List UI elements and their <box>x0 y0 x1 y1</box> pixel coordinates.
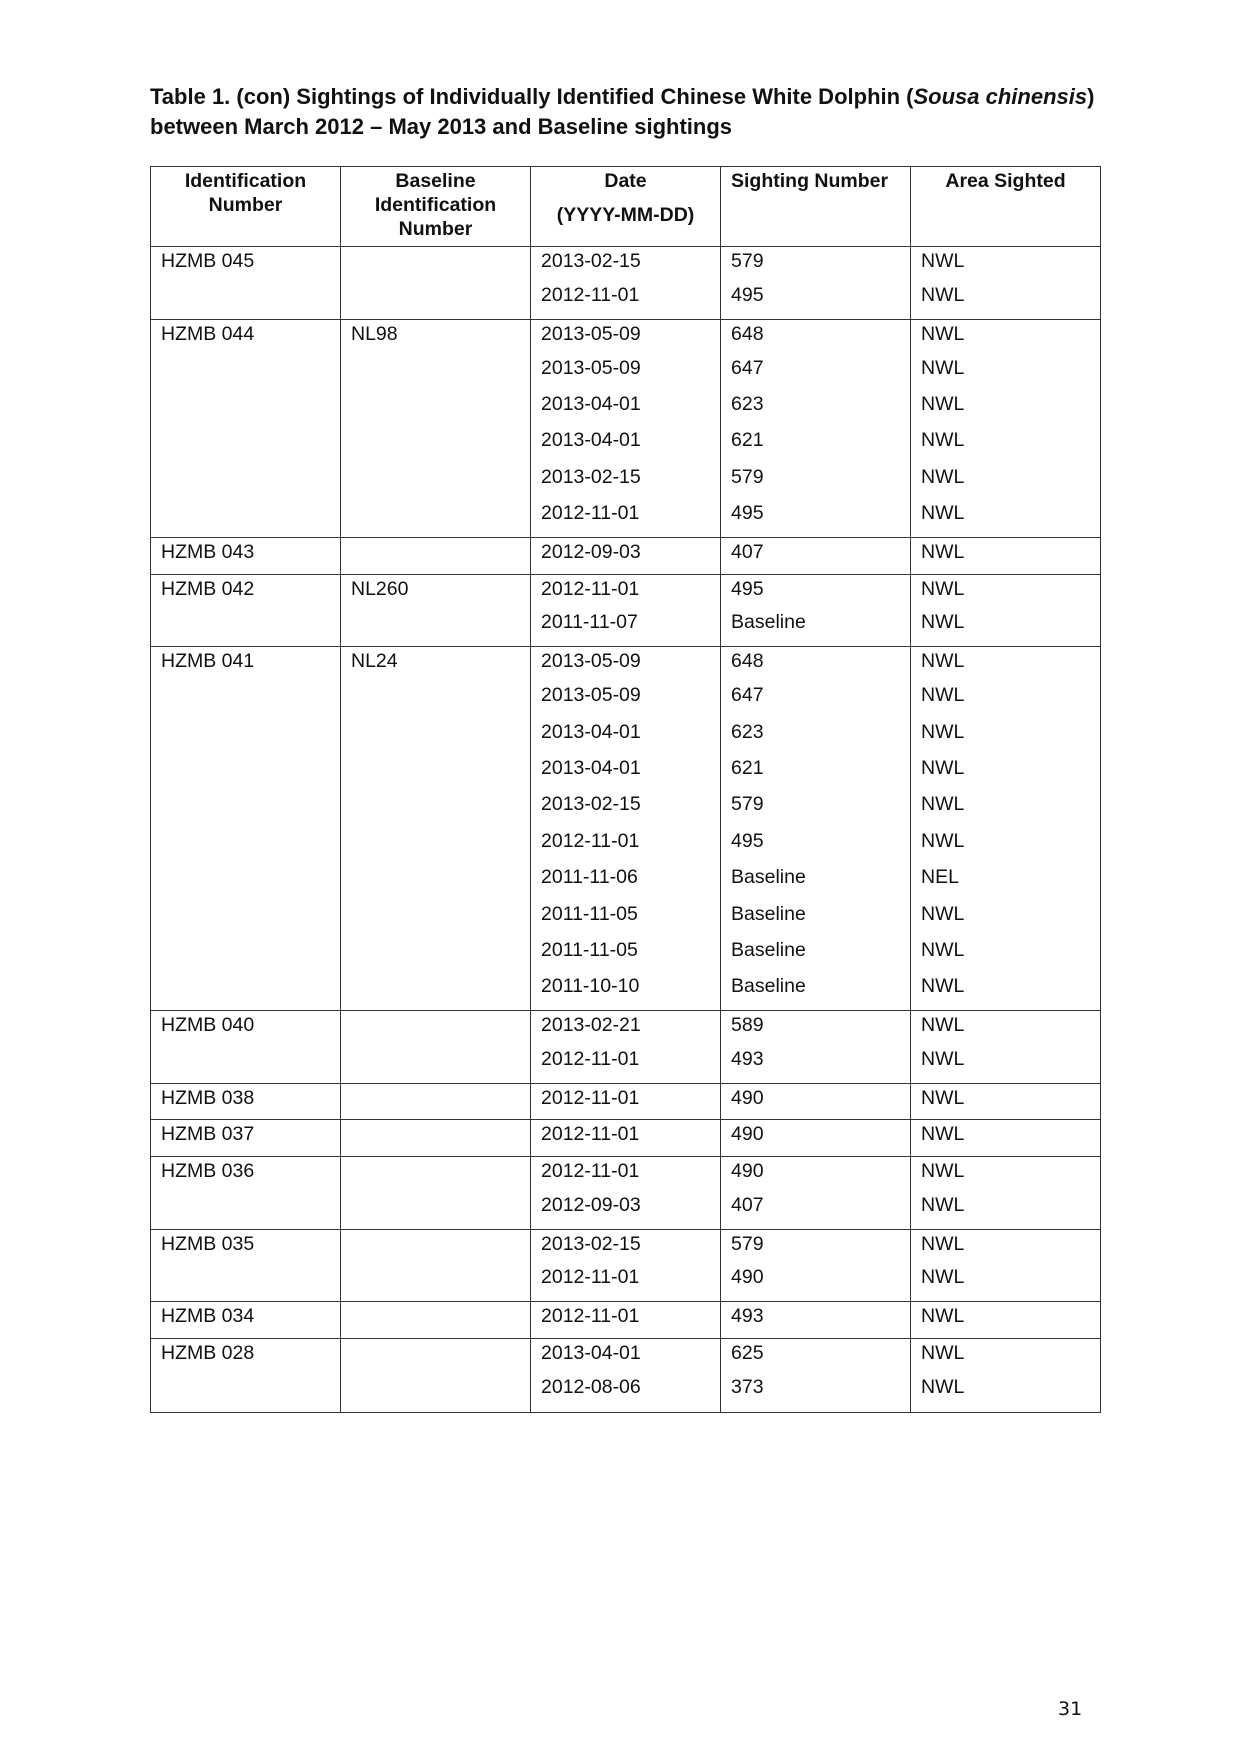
table-row <box>151 938 1101 974</box>
cell-baseline-id <box>341 610 531 646</box>
table-row <box>151 247 1101 283</box>
cell-date: 2012-11-01 <box>531 1120 721 1156</box>
table-row <box>151 1229 1101 1265</box>
cell-sighting-number: 589 <box>721 1011 911 1047</box>
cell-sighting-number: 490 <box>721 1120 911 1156</box>
cell-area-sighted: NWL <box>911 1375 1101 1413</box>
cell-baseline-id: NL98 <box>341 319 531 355</box>
caption-species: Sousa chinensis <box>913 84 1088 109</box>
cell-sighting-number: 647 <box>721 683 911 719</box>
table-row <box>151 792 1101 828</box>
cell-baseline-id <box>341 538 531 574</box>
header-date-label: Date <box>604 170 647 192</box>
cell-area-sighted: NWL <box>911 756 1101 792</box>
cell-sighting-number: 625 <box>721 1338 911 1374</box>
cell-baseline-id <box>341 1338 531 1374</box>
cell-identification-number: HZMB 043 <box>151 538 341 574</box>
cell-identification-number <box>151 501 341 537</box>
cell-baseline-id <box>341 392 531 428</box>
cell-identification-number <box>151 610 341 646</box>
table-row <box>151 319 1101 355</box>
cell-date: 2012-11-01 <box>531 283 721 319</box>
cell-sighting-number: 495 <box>721 829 911 865</box>
cell-identification-number <box>151 392 341 428</box>
cell-identification-number <box>151 756 341 792</box>
cell-date: 2013-02-21 <box>531 1011 721 1047</box>
cell-identification-number: HZMB 034 <box>151 1302 341 1338</box>
cell-area-sighted: NWL <box>911 1083 1101 1119</box>
cell-date: 2011-11-05 <box>531 902 721 938</box>
cell-identification-number <box>151 974 341 1010</box>
cell-date: 2013-02-15 <box>531 1229 721 1265</box>
cell-sighting-number: 579 <box>721 465 911 501</box>
cell-sighting-number: 579 <box>721 247 911 283</box>
cell-identification-number <box>151 683 341 719</box>
cell-area-sighted: NWL <box>911 683 1101 719</box>
cell-area-sighted: NWL <box>911 829 1101 865</box>
cell-area-sighted: NWL <box>911 720 1101 756</box>
table-row <box>151 610 1101 646</box>
cell-identification-number: HZMB 035 <box>151 1229 341 1265</box>
cell-baseline-id <box>341 683 531 719</box>
cell-sighting-number: 490 <box>721 1156 911 1192</box>
cell-sighting-number: 621 <box>721 756 911 792</box>
cell-sighting-number: 490 <box>721 1265 911 1301</box>
cell-identification-number: HZMB 041 <box>151 647 341 683</box>
cell-date: 2013-02-15 <box>531 465 721 501</box>
cell-sighting-number: 623 <box>721 392 911 428</box>
cell-identification-number <box>151 829 341 865</box>
cell-baseline-id <box>341 501 531 537</box>
cell-date: 2012-11-01 <box>531 1302 721 1338</box>
table-row <box>151 1047 1101 1083</box>
cell-identification-number: HZMB 044 <box>151 319 341 355</box>
cell-area-sighted: NWL <box>911 610 1101 646</box>
cell-identification-number <box>151 283 341 319</box>
cell-area-sighted: NWL <box>911 574 1101 610</box>
table-row <box>151 756 1101 792</box>
cell-identification-number <box>151 902 341 938</box>
header-date-unit: (YYYY-MM-DD) <box>556 204 695 226</box>
table-row <box>151 392 1101 428</box>
cell-baseline-id <box>341 829 531 865</box>
cell-date: 2012-09-03 <box>531 1193 721 1229</box>
table-row <box>151 720 1101 756</box>
cell-baseline-id <box>341 283 531 319</box>
cell-identification-number <box>151 465 341 501</box>
cell-date: 2013-05-09 <box>531 683 721 719</box>
cell-area-sighted: NWL <box>911 1338 1101 1374</box>
cell-sighting-number: 621 <box>721 428 911 464</box>
cell-baseline-id <box>341 1265 531 1301</box>
header-identification-number: Identification Number <box>151 167 341 247</box>
cell-identification-number: HZMB 042 <box>151 574 341 610</box>
cell-baseline-id: NL260 <box>341 574 531 610</box>
cell-identification-number: HZMB 036 <box>151 1156 341 1192</box>
cell-date: 2013-04-01 <box>531 428 721 464</box>
cell-area-sighted: NWL <box>911 501 1101 537</box>
cell-area-sighted: NWL <box>911 247 1101 283</box>
table-row <box>151 974 1101 1010</box>
cell-sighting-number: 579 <box>721 792 911 828</box>
cell-date: 2012-11-01 <box>531 1083 721 1119</box>
cell-date: 2011-11-05 <box>531 938 721 974</box>
cell-identification-number <box>151 428 341 464</box>
cell-baseline-id <box>341 756 531 792</box>
cell-baseline-id <box>341 865 531 901</box>
cell-area-sighted: NWL <box>911 647 1101 683</box>
cell-area-sighted: NWL <box>911 319 1101 355</box>
cell-baseline-id <box>341 247 531 283</box>
cell-baseline-id <box>341 1302 531 1338</box>
cell-date: 2013-05-09 <box>531 356 721 392</box>
cell-sighting-number: Baseline <box>721 974 911 1010</box>
table-row <box>151 574 1101 610</box>
table-row <box>151 356 1101 392</box>
table-row <box>151 1156 1101 1192</box>
cell-baseline-id <box>341 1011 531 1047</box>
cell-area-sighted: NEL <box>911 865 1101 901</box>
cell-date: 2013-05-09 <box>531 319 721 355</box>
cell-sighting-number: 647 <box>721 356 911 392</box>
cell-date: 2013-02-15 <box>531 792 721 828</box>
cell-area-sighted: NWL <box>911 902 1101 938</box>
cell-baseline-id <box>341 1375 531 1413</box>
table-row <box>151 283 1101 319</box>
cell-sighting-number: Baseline <box>721 610 911 646</box>
table-header-row <box>151 167 1101 247</box>
cell-sighting-number: 407 <box>721 1193 911 1229</box>
cell-identification-number <box>151 865 341 901</box>
cell-sighting-number: Baseline <box>721 902 911 938</box>
cell-identification-number <box>151 1193 341 1229</box>
caption-prefix: Table 1. (con) Sightings of Individually Identified Chinese White Dolphin ( <box>150 84 914 109</box>
cell-sighting-number: 493 <box>721 1302 911 1338</box>
cell-baseline-id <box>341 938 531 974</box>
header-date <box>531 167 721 247</box>
cell-sighting-number: 493 <box>721 1047 911 1083</box>
sightings-table <box>150 166 1101 1413</box>
cell-date: 2012-11-01 <box>531 829 721 865</box>
cell-sighting-number: 495 <box>721 501 911 537</box>
cell-baseline-id: NL24 <box>341 647 531 683</box>
table-row <box>151 865 1101 901</box>
cell-baseline-id <box>341 465 531 501</box>
cell-sighting-number: 648 <box>721 647 911 683</box>
table-row <box>151 1011 1101 1047</box>
cell-area-sighted: NWL <box>911 538 1101 574</box>
cell-identification-number <box>151 938 341 974</box>
cell-date: 2012-11-01 <box>531 1156 721 1192</box>
cell-area-sighted: NWL <box>911 392 1101 428</box>
cell-date: 2011-10-10 <box>531 974 721 1010</box>
table-row <box>151 1193 1101 1229</box>
cell-identification-number: HZMB 028 <box>151 1338 341 1374</box>
table-row <box>151 538 1101 574</box>
table-row <box>151 1083 1101 1119</box>
cell-identification-number <box>151 1265 341 1301</box>
cell-date: 2013-04-01 <box>531 720 721 756</box>
table-row <box>151 1338 1101 1374</box>
table-row <box>151 902 1101 938</box>
cell-identification-number <box>151 720 341 756</box>
cell-area-sighted: NWL <box>911 792 1101 828</box>
table-row <box>151 829 1101 865</box>
page-number: 31 <box>1058 1698 1083 1720</box>
cell-sighting-number: 623 <box>721 720 911 756</box>
cell-area-sighted: NWL <box>911 465 1101 501</box>
cell-area-sighted: NWL <box>911 1265 1101 1301</box>
cell-date: 2012-08-06 <box>531 1375 721 1413</box>
cell-identification-number <box>151 1047 341 1083</box>
cell-baseline-id <box>341 428 531 464</box>
cell-date: 2013-04-01 <box>531 756 721 792</box>
cell-date: 2013-02-15 <box>531 247 721 283</box>
cell-area-sighted: NWL <box>911 1011 1101 1047</box>
cell-baseline-id <box>341 1083 531 1119</box>
header-baseline-identification-number: Baseline Identification Number <box>341 167 531 247</box>
cell-area-sighted: NWL <box>911 283 1101 319</box>
cell-sighting-number: 495 <box>721 283 911 319</box>
cell-identification-number <box>151 356 341 392</box>
cell-date: 2013-04-01 <box>531 392 721 428</box>
cell-area-sighted: NWL <box>911 1047 1101 1083</box>
cell-identification-number: HZMB 040 <box>151 1011 341 1047</box>
cell-date: 2012-11-01 <box>531 501 721 537</box>
cell-identification-number: HZMB 045 <box>151 247 341 283</box>
cell-identification-number: HZMB 038 <box>151 1083 341 1119</box>
cell-date: 2012-09-03 <box>531 538 721 574</box>
cell-sighting-number: Baseline <box>721 938 911 974</box>
cell-date: 2011-11-06 <box>531 865 721 901</box>
cell-baseline-id <box>341 1047 531 1083</box>
table-caption <box>150 82 1100 142</box>
cell-baseline-id <box>341 974 531 1010</box>
cell-area-sighted: NWL <box>911 1229 1101 1265</box>
cell-baseline-id <box>341 1120 531 1156</box>
header-area-sighted: Area Sighted <box>911 167 1101 247</box>
cell-baseline-id <box>341 720 531 756</box>
cell-area-sighted: NWL <box>911 1302 1101 1338</box>
table-row <box>151 465 1101 501</box>
cell-date: 2013-04-01 <box>531 1338 721 1374</box>
table-row <box>151 1265 1101 1301</box>
table-row <box>151 1120 1101 1156</box>
cell-area-sighted: NWL <box>911 1156 1101 1192</box>
cell-baseline-id <box>341 1229 531 1265</box>
table-row <box>151 647 1101 683</box>
cell-identification-number <box>151 1375 341 1413</box>
table-row <box>151 1302 1101 1338</box>
cell-baseline-id <box>341 902 531 938</box>
cell-baseline-id <box>341 792 531 828</box>
cell-sighting-number: 407 <box>721 538 911 574</box>
cell-area-sighted: NWL <box>911 1120 1101 1156</box>
cell-date: 2013-05-09 <box>531 647 721 683</box>
cell-date: 2012-11-01 <box>531 1265 721 1301</box>
cell-baseline-id <box>341 1156 531 1192</box>
cell-area-sighted: NWL <box>911 356 1101 392</box>
caption-suffix: ) between March 2012 – May 2013 and Baseline sightings <box>150 84 1095 139</box>
cell-area-sighted: NWL <box>911 974 1101 1010</box>
cell-identification-number <box>151 792 341 828</box>
table-row <box>151 1375 1101 1413</box>
cell-sighting-number: 490 <box>721 1083 911 1119</box>
table-row <box>151 683 1101 719</box>
cell-baseline-id <box>341 356 531 392</box>
cell-date: 2012-11-01 <box>531 574 721 610</box>
cell-baseline-id <box>341 1193 531 1229</box>
cell-sighting-number: Baseline <box>721 865 911 901</box>
cell-date: 2012-11-01 <box>531 1047 721 1083</box>
cell-area-sighted: NWL <box>911 1193 1101 1229</box>
table-body <box>151 247 1101 1413</box>
cell-date: 2011-11-07 <box>531 610 721 646</box>
table-row <box>151 501 1101 537</box>
cell-identification-number: HZMB 037 <box>151 1120 341 1156</box>
cell-sighting-number: 495 <box>721 574 911 610</box>
cell-area-sighted: NWL <box>911 428 1101 464</box>
cell-sighting-number: 579 <box>721 1229 911 1265</box>
cell-sighting-number: 648 <box>721 319 911 355</box>
cell-area-sighted: NWL <box>911 938 1101 974</box>
header-sighting-number: Sighting Number <box>721 167 911 247</box>
table-row <box>151 428 1101 464</box>
cell-sighting-number: 373 <box>721 1375 911 1413</box>
